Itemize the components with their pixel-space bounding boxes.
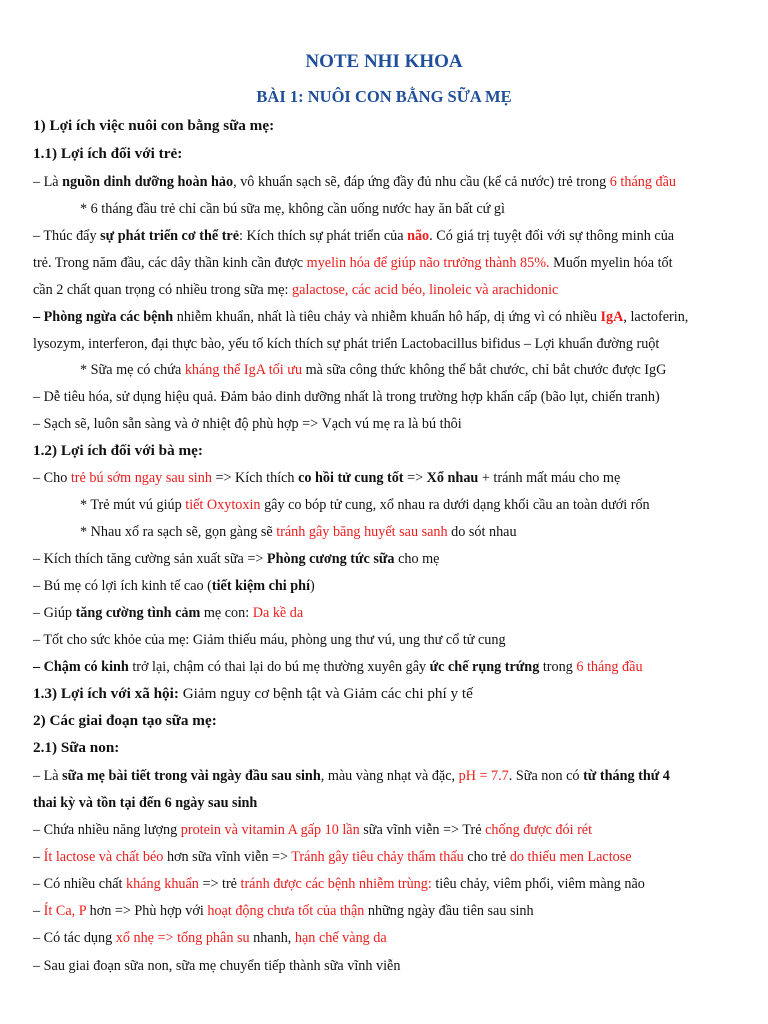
- bold-text: – Phòng ngừa các bệnh: [33, 309, 174, 325]
- highlighted-text: Ít Ca, P: [43, 903, 87, 919]
- section-heading: [33, 441, 203, 461]
- bold-text: Phòng cương tức sữa: [266, 551, 395, 567]
- text-segment: – Có tác dụng: [33, 930, 116, 946]
- text-segment: sữa vĩnh viễn => Trẻ: [359, 822, 486, 838]
- text-line: [80, 522, 517, 542]
- highlighted-text: protein và vitamin A gấp 10 lần: [180, 822, 360, 838]
- text-line: [33, 766, 670, 786]
- text-line: [33, 414, 462, 434]
- section-heading: [33, 144, 182, 164]
- text-segment: =>: [403, 470, 427, 486]
- highlighted-text: 6 tháng đầu: [609, 174, 676, 190]
- highlighted-text: tránh được các bệnh nhiễm trùng:: [240, 876, 432, 892]
- text-segment: – Cho: [33, 470, 71, 486]
- text-segment: . Có giá trị tuyệt đối với sự thông minh của: [429, 228, 675, 244]
- bold-text: thai kỳ và tồn tại đến 6 ngày sau sinh: [33, 795, 258, 811]
- text-segment: cho trẻ: [463, 849, 510, 865]
- text-segment: * 6 tháng đầu trẻ chỉ cần bú sữa mẹ, không cần uống nước hay ăn bất cứ gì: [80, 201, 505, 217]
- text-line: [33, 603, 303, 623]
- text-segment: . Sữa non có: [508, 768, 584, 784]
- text-line: [33, 820, 592, 840]
- text-line: [33, 928, 387, 948]
- bold-text: tăng cường tình cảm: [75, 605, 201, 621]
- highlighted-text: do thiếu men Lactose: [509, 849, 632, 865]
- text-segment: – Bú mẹ có lợi ích kinh tế cao (: [33, 578, 212, 594]
- text-line: [33, 657, 643, 677]
- text-line: [33, 956, 400, 976]
- highlighted-text: Ít lactose và chất béo: [43, 849, 164, 865]
- text-segment: –: [33, 849, 44, 865]
- text-segment: : Kích thích sự phát triển của: [239, 228, 408, 244]
- text-line: [33, 576, 315, 596]
- highlighted-text: tránh gây băng huyết sau sanh: [276, 524, 448, 540]
- text-segment: – Là: [33, 174, 63, 190]
- section-heading: [33, 711, 217, 731]
- text-segment: * Trẻ mút vú giúp: [80, 497, 186, 513]
- section-heading: [33, 116, 274, 136]
- text-line: [33, 172, 676, 192]
- text-line: [33, 874, 645, 894]
- highlighted-text: kháng khuẩn: [126, 876, 199, 892]
- text-line: [80, 495, 650, 515]
- text-segment: – Là: [33, 768, 63, 784]
- text-segment: => Kích thích: [211, 470, 299, 486]
- text-line: [33, 793, 257, 813]
- highlighted-text: chống được đói rét: [485, 822, 593, 838]
- text-line: [33, 549, 439, 569]
- text-line: [33, 280, 558, 300]
- highlighted-text: xổ nhẹ => tống phân su: [115, 930, 250, 946]
- text-segment: cần 2 chất quan trọng có nhiều trong sữa mẹ:: [33, 282, 293, 298]
- text-segment: – Chứa nhiều năng lượng: [33, 822, 181, 838]
- highlighted-text: galactose, các acid béo, linoleic và arachidonic: [292, 282, 559, 298]
- text-line: [33, 307, 688, 327]
- text-line: [80, 360, 666, 380]
- text-segment: – Kích thích tăng cường sản xuất sữa =>: [33, 551, 267, 567]
- text-segment: trong: [539, 659, 577, 675]
- text-segment: trở lại, chậm có thai lại do bú mẹ thường xuyên gây: [128, 659, 430, 675]
- text-segment: 1.1) Lợi ích đối với trẻ:: [33, 145, 183, 162]
- document-title: NOTE NHI KHOA: [305, 51, 463, 72]
- text-segment: gây co bóp tử cung, xổ nhau ra dưới dạng khối cầu an toàn dưới rốn: [260, 497, 650, 513]
- text-segment: – Tốt cho sức khỏe của mẹ: Giảm thiếu máu, phòng ung thư vú, ung thư cổ tử cung: [33, 632, 506, 648]
- text-segment: => trẻ: [198, 876, 241, 892]
- text-segment: Giảm nguy cơ bệnh tật và Giảm các chi phí y tế: [178, 685, 473, 702]
- text-line: [33, 468, 620, 488]
- highlighted-text: kháng thể IgA tối ưu: [184, 362, 303, 378]
- text-line: [33, 847, 632, 867]
- section-heading: [33, 738, 119, 758]
- lesson-title: BÀI 1: NUÔI CON BẰNG SỮA MẸ: [256, 87, 512, 106]
- text-segment: do sót nhau: [447, 524, 517, 540]
- text-segment: – Thúc đẩy: [33, 228, 101, 244]
- highlighted-text: pH = 7.7: [458, 768, 509, 784]
- text-segment: 2) Các giai đoạn tạo sữa mẹ:: [33, 712, 217, 729]
- highlighted-text: IgA: [600, 309, 624, 325]
- bold-text: tiết kiệm chi phí: [211, 578, 311, 594]
- bold-text: ức chế rụng trứng: [429, 659, 540, 675]
- text-segment: + tránh mất máu cho mẹ: [478, 470, 621, 486]
- bold-text: từ tháng thứ 4: [583, 768, 670, 784]
- highlighted-text: trẻ bú sớm ngay sau sinh: [70, 470, 212, 486]
- text-line: [33, 387, 660, 407]
- bold-text: Xổ nhau: [426, 470, 479, 486]
- text-segment: – Sau giai đoạn sữa non, sữa mẹ chuyển tiếp thành sữa vĩnh viễn: [33, 958, 401, 974]
- text-line: [33, 901, 534, 921]
- text-segment: – Có nhiều chất: [33, 876, 126, 892]
- highlighted-text: myelin hóa để giúp não trưởng thành 85%.: [306, 255, 550, 271]
- text-segment: 2.1) Sữa non:: [33, 739, 120, 756]
- text-line: [80, 199, 505, 219]
- text-segment: , lactoferin,: [623, 309, 689, 325]
- text-segment: – Giúp: [33, 605, 76, 621]
- text-segment: tiêu chảy, viêm phổi, viêm màng não: [431, 876, 645, 892]
- text-segment: 1.2) Lợi ích đối với bà mẹ:: [33, 442, 203, 459]
- highlighted-text: hoạt động chưa tốt của thận: [207, 903, 365, 919]
- text-segment: 1.3) Lợi ích với xã hội:: [33, 685, 179, 702]
- text-segment: lysozym, interferon, đại thực bào, yếu tố kích thích sự phát triển Lactobacillus bifidus – Lợi khuẩn đường ruột: [33, 336, 660, 352]
- text-segment: * Sữa mẹ có chứa: [80, 362, 185, 378]
- bold-text: nguồn dinh dưỡng hoàn hảo: [62, 174, 234, 190]
- section-heading: [33, 684, 473, 704]
- bold-text: sữa mẹ bài tiết trong vài ngày đầu sau sinh: [62, 768, 321, 784]
- text-segment: ): [310, 578, 315, 594]
- highlighted-text: Tránh gây tiêu chảy thẩm thấu: [291, 849, 464, 865]
- text-segment: mẹ con:: [200, 605, 253, 621]
- text-segment: * Nhau xổ ra sạch sẽ, gọn gàng sẽ: [80, 524, 277, 540]
- text-segment: hơn => Phù hợp với: [86, 903, 208, 919]
- text-segment: nhanh,: [249, 930, 295, 946]
- bold-text: co hồi tử cung tốt: [298, 470, 404, 486]
- text-line: [33, 253, 673, 273]
- highlighted-text: Da kề da: [252, 605, 304, 621]
- text-segment: –: [33, 903, 44, 919]
- text-segment: – Sạch sẽ, luôn sẵn sàng và ở nhiệt độ phù hợp => Vạch vú mẹ ra là bú thôi: [33, 416, 462, 432]
- text-segment: 1) Lợi ích việc nuôi con bằng sữa mẹ:: [33, 117, 275, 134]
- text-segment: , vô khuẩn sạch sẽ, đáp ứng đầy đủ nhu cầu (kể cả nước) trẻ trong: [233, 174, 610, 190]
- text-segment: nhiễm khuẩn, nhất là tiêu chảy và nhiễm khuẩn hô hấp, dị ứng vì có nhiều: [173, 309, 601, 325]
- text-segment: mà sữa công thức không thể bắt chước, chỉ bắt chước được IgG: [302, 362, 667, 378]
- text-segment: cho mẹ: [394, 551, 440, 567]
- text-line: [33, 334, 659, 354]
- text-segment: – Dễ tiêu hóa, sử dụng hiệu quả. Đảm bảo dinh dưỡng nhất là trong trường hợp khẩn cấp (bão lụt, chiến tranh): [33, 389, 660, 405]
- highlighted-text: hạn chế vàng da: [294, 930, 387, 946]
- highlighted-text: 6 tháng đầu: [576, 659, 643, 675]
- text-segment: trẻ. Trong năm đầu, các dây thần kinh cần được: [33, 255, 307, 271]
- bold-text: – Chậm có kinh: [33, 659, 129, 675]
- highlighted-text: tiết Oxytoxin: [185, 497, 261, 513]
- text-segment: , màu vàng nhạt và đặc,: [320, 768, 459, 784]
- text-segment: những ngày đầu tiên sau sinh: [364, 903, 534, 919]
- text-segment: hơn sữa vĩnh viễn =>: [163, 849, 292, 865]
- bold-text: sự phát triển cơ thể trẻ: [100, 228, 240, 244]
- highlighted-text: não: [407, 228, 430, 244]
- text-line: [33, 630, 506, 650]
- text-line: [33, 226, 674, 246]
- text-segment: Muốn myelin hóa tốt: [549, 255, 673, 271]
